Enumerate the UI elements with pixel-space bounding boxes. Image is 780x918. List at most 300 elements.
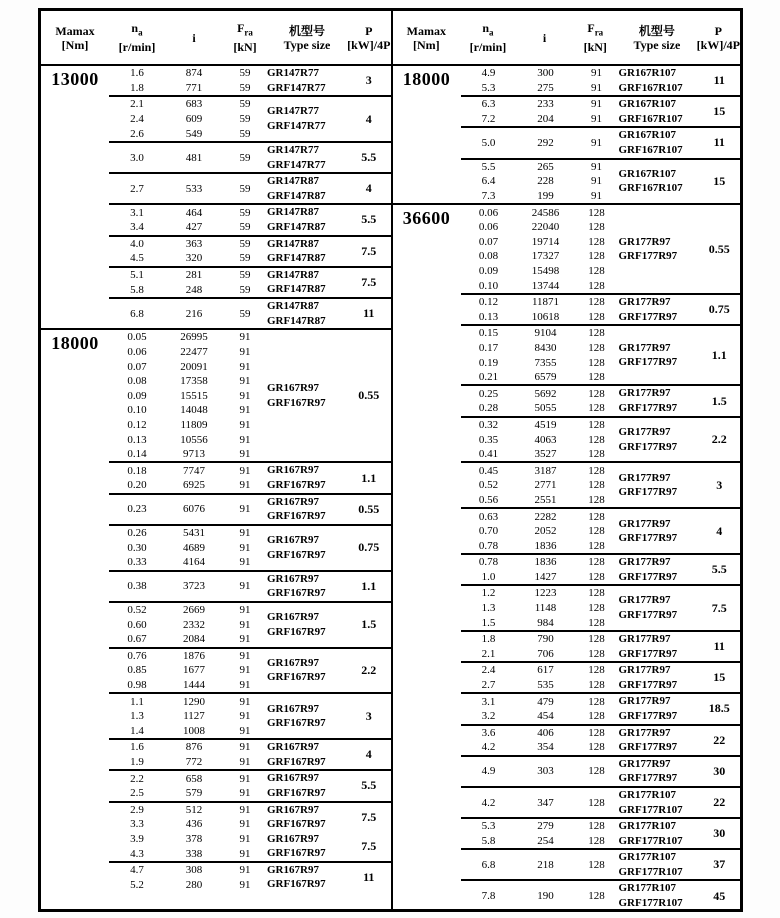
i-value: 10556 [180, 433, 208, 446]
spec-group [461, 692, 741, 723]
na-value: 3.0 [130, 151, 144, 164]
power-value: 11 [363, 869, 375, 884]
i-value: 7355 [534, 356, 557, 369]
data-rows [461, 418, 619, 462]
power-value: 11 [713, 639, 725, 654]
na-value: 4.9 [481, 67, 496, 80]
power-value: 45 [713, 888, 726, 903]
fra-value: 91 [591, 113, 602, 126]
power-value: 7.5 [361, 274, 377, 289]
i-value: 2669 [183, 604, 205, 617]
na-value: 3.4 [130, 221, 144, 234]
fra-value: 91 [239, 618, 251, 631]
na-value: 0.08 [478, 250, 499, 263]
type-sizes [267, 863, 347, 892]
i-value: 275 [537, 81, 554, 94]
type-size: GRF167R107 [618, 81, 683, 94]
data-row [461, 795, 619, 810]
spec-group [461, 324, 741, 384]
group-list [109, 330, 391, 892]
fra-value: 128 [588, 327, 605, 340]
data-row [109, 877, 267, 892]
i-value: 1444 [183, 679, 205, 692]
na-value: 0.06 [127, 345, 147, 358]
data-rows [461, 295, 619, 324]
na-value: 0.21 [478, 371, 499, 384]
data-row [109, 832, 267, 847]
power-value: 0.55 [708, 241, 730, 256]
spec-group [109, 601, 391, 647]
type-size: GRF167R97 [267, 671, 326, 684]
power-value: 1.1 [711, 347, 727, 362]
data-row [109, 181, 267, 196]
data-rows [109, 771, 267, 800]
power-value: 4 [365, 111, 372, 126]
fra-value: 59 [239, 252, 251, 265]
na-value: 0.35 [478, 433, 499, 446]
i-value: 11809 [180, 418, 208, 431]
type-size: GR177R97 [618, 517, 671, 530]
fra-value: 91 [239, 679, 251, 692]
type-size: GR177R97 [618, 471, 671, 484]
na-value: 5.1 [130, 269, 144, 282]
type-size: GR177R107 [618, 820, 676, 833]
spec-group [461, 507, 741, 553]
i-value: 15498 [531, 265, 560, 278]
data-row [109, 740, 267, 755]
type-size: GR167R107 [618, 129, 676, 142]
type-size: GR177R97 [618, 632, 671, 645]
spec-group [461, 158, 741, 204]
i-value: 199 [537, 190, 554, 203]
i-value: 4519 [534, 418, 557, 431]
fra-value: 128 [588, 341, 605, 354]
na-value: 2.2 [130, 772, 144, 785]
data-row [461, 220, 619, 235]
spec-group [109, 330, 391, 461]
data-row [461, 819, 619, 834]
data-row [109, 463, 267, 478]
power-value: 11 [713, 73, 725, 88]
fra-value: 91 [239, 556, 251, 569]
fra-value: 128 [588, 834, 605, 847]
data-row [461, 401, 619, 416]
type-size: GR167R97 [267, 495, 319, 508]
i-value: 1427 [534, 570, 557, 583]
data-row [109, 478, 267, 493]
data-row [461, 160, 619, 175]
data-row [461, 326, 619, 341]
type-sizes [267, 702, 347, 731]
na-value: 0.67 [127, 633, 147, 646]
type-sizes [267, 143, 347, 172]
mamax-section [393, 66, 741, 203]
i-value: 17327 [531, 250, 560, 263]
i-value: 233 [537, 98, 554, 111]
i-value: 5431 [183, 527, 205, 540]
na-value: 0.56 [478, 493, 499, 506]
type-size: GR177R97 [618, 757, 671, 770]
na-value: 4.0 [130, 237, 144, 250]
data-row [461, 432, 619, 447]
i-value: 2332 [183, 618, 205, 631]
data-row [109, 220, 267, 235]
spec-group [461, 416, 741, 462]
fra-value: 128 [588, 221, 605, 234]
power-value: 3 [716, 477, 723, 492]
data-row [461, 493, 619, 508]
fra-value: 91 [239, 710, 251, 723]
type-size: GRF177R107 [618, 803, 683, 816]
i-value: 984 [537, 616, 554, 629]
i-value: 772 [185, 756, 203, 769]
type-size: GRF167R97 [267, 818, 326, 831]
spec-group [109, 524, 391, 570]
i-value: 190 [537, 890, 554, 903]
type-sizes [619, 555, 699, 584]
na-value: 2.6 [130, 127, 144, 140]
i-value: 535 [537, 679, 554, 692]
data-rows [461, 764, 619, 779]
type-sizes [619, 425, 699, 454]
type-size: GR167R97 [267, 772, 319, 785]
data-row [109, 345, 267, 360]
fra-value: 128 [588, 710, 605, 723]
type-sizes [619, 850, 699, 879]
group-list [461, 205, 741, 910]
type-size: GR177R97 [618, 425, 671, 438]
type-size: GRF177R97 [618, 709, 678, 722]
type-sizes [267, 610, 347, 639]
fra-value: 91 [239, 832, 251, 845]
type-sizes [619, 726, 699, 755]
na-value: 5.2 [130, 878, 144, 891]
na-value: 1.3 [130, 710, 144, 723]
type-sizes [619, 593, 699, 622]
i-value: 3187 [534, 464, 557, 477]
na-value: 0.33 [127, 556, 147, 569]
na-value: 3.9 [130, 832, 144, 845]
i-value: 254 [537, 834, 554, 847]
i-value: 303 [537, 765, 554, 778]
na-value: 0.76 [127, 649, 147, 662]
spec-group [109, 692, 391, 738]
i-value: 579 [185, 787, 203, 800]
type-size: GRF147R87 [267, 189, 326, 202]
type-size: GR177R97 [618, 556, 671, 568]
na-value: 0.18 [127, 464, 147, 477]
na-value: 3.6 [481, 726, 496, 739]
data-rows [109, 150, 267, 165]
spec-group [109, 95, 391, 141]
fra-value: 128 [588, 387, 605, 400]
fra-value: 128 [588, 820, 605, 833]
na-value: 2.1 [481, 647, 496, 660]
type-size: GR147R77 [267, 67, 319, 79]
na-value: 0.17 [478, 341, 499, 354]
na-value: 0.98 [127, 679, 147, 692]
spec-group [461, 879, 741, 910]
spec-group [461, 630, 741, 661]
power-value: 18.5 [708, 701, 730, 716]
na-value: 0.28 [478, 402, 499, 415]
i-value: 5692 [534, 387, 557, 400]
i-value: 218 [537, 858, 554, 871]
power-value: 1.1 [361, 470, 377, 485]
i-value: 228 [537, 175, 554, 188]
power-value: 7.5 [361, 809, 377, 824]
na-value: 0.60 [127, 618, 147, 631]
i-value: 2282 [534, 510, 557, 523]
data-row [109, 237, 267, 252]
fra-value: 128 [588, 858, 605, 871]
i-value: 13744 [531, 279, 560, 292]
fra-value: 91 [591, 175, 602, 188]
i-value: 790 [537, 633, 554, 646]
data-rows [461, 386, 619, 415]
spec-group [109, 461, 391, 492]
na-value: 1.4 [130, 724, 144, 737]
type-size: GRF177R97 [618, 609, 678, 622]
type-sizes [267, 832, 347, 861]
type-sizes [619, 881, 699, 910]
type-sizes [619, 128, 699, 157]
spec-group [461, 584, 741, 630]
fra-value: 91 [239, 847, 251, 860]
spec-group [109, 647, 391, 693]
na-value: 0.78 [478, 556, 499, 569]
type-size: GRF167R97 [267, 625, 326, 638]
type-sizes [267, 66, 347, 95]
type-size: GRF167R97 [267, 479, 326, 492]
data-row [109, 803, 267, 818]
power-value: 11 [713, 135, 725, 150]
data-row [461, 418, 619, 433]
na-value: 0.26 [127, 527, 147, 540]
table-left-body [41, 66, 391, 909]
fra-value: 91 [239, 864, 251, 877]
data-row [109, 678, 267, 693]
type-size: GRF177R97 [618, 532, 678, 545]
spec-group [109, 297, 391, 328]
data-row [461, 205, 619, 220]
spec-group [109, 235, 391, 266]
i-value: 1677 [183, 664, 205, 677]
i-value: 2084 [183, 633, 205, 646]
power-value: 2.2 [711, 432, 727, 447]
spec-group [461, 661, 741, 692]
fra-value: 128 [588, 664, 605, 677]
spec-group [109, 172, 391, 203]
na-value: 5.8 [481, 834, 496, 847]
power-value: 7.5 [361, 243, 377, 258]
data-row [109, 649, 267, 664]
type-size: GRF147R77 [267, 158, 326, 171]
i-value: 771 [185, 81, 203, 94]
fra-value: 59 [239, 113, 251, 126]
fra-value: 59 [239, 237, 251, 250]
na-value: 0.78 [478, 539, 499, 552]
type-size: GRF177R97 [618, 356, 678, 369]
power-value: 1.5 [711, 393, 727, 408]
i-value: 406 [537, 726, 554, 739]
spec-group [109, 801, 391, 832]
power-value: 0.75 [708, 302, 730, 316]
data-row [461, 81, 619, 96]
fra-value: 59 [239, 127, 251, 140]
i-value: 481 [185, 151, 203, 164]
data-row [109, 126, 267, 141]
data-rows [109, 463, 267, 492]
data-rows [461, 795, 619, 810]
na-value: 0.38 [127, 580, 147, 593]
data-row [109, 863, 267, 878]
na-value: 0.63 [478, 510, 499, 523]
na-value: 1.0 [481, 570, 496, 583]
type-size: GR147R87 [267, 175, 319, 188]
na-value: 4.3 [130, 847, 144, 860]
fra-value: 91 [239, 360, 251, 373]
i-value: 1127 [183, 710, 205, 723]
na-value: 0.20 [127, 479, 147, 492]
header-type-size: 机型号 Type size [283, 23, 331, 52]
spec-group [461, 786, 741, 817]
gear-reducer-spec-table [38, 8, 743, 912]
data-row [461, 555, 619, 570]
type-sizes [619, 97, 699, 126]
spec-group [109, 203, 391, 234]
i-value: 2551 [534, 493, 557, 506]
type-size: GRF177R107 [618, 897, 683, 910]
type-size: GR167R97 [267, 382, 319, 395]
fra-value: 59 [239, 307, 251, 320]
spec-group [461, 293, 741, 324]
type-size: GR167R97 [267, 534, 319, 547]
fra-value: 128 [588, 356, 605, 369]
data-row [109, 724, 267, 739]
type-sizes [267, 104, 347, 133]
na-value: 0.09 [478, 265, 499, 278]
data-row [109, 663, 267, 678]
na-value: 0.10 [478, 279, 499, 292]
i-value: 4689 [183, 541, 205, 554]
type-sizes [267, 381, 347, 410]
na-value: 1.8 [130, 81, 144, 94]
fra-value: 128 [588, 418, 605, 431]
na-value: 6.3 [481, 98, 496, 111]
data-row [109, 817, 267, 832]
power-value: 0.75 [358, 540, 380, 555]
i-value: 1223 [534, 587, 557, 600]
na-value: 0.06 [478, 221, 499, 234]
data-row [109, 632, 267, 647]
fra-value: 91 [591, 81, 602, 94]
spec-group [461, 817, 741, 848]
power-value: 5.5 [361, 212, 377, 227]
data-row [461, 538, 619, 553]
data-row [461, 632, 619, 647]
type-size: GRF177R97 [618, 486, 678, 499]
mamax-value: 13000 [51, 69, 99, 89]
type-sizes [267, 174, 347, 203]
fra-value: 128 [588, 296, 605, 309]
i-value: 1876 [183, 649, 205, 662]
spec-group [109, 141, 391, 172]
data-row [461, 586, 619, 601]
na-value: 2.5 [130, 787, 144, 800]
spec-group [109, 738, 391, 769]
power-value: 0.55 [358, 388, 380, 403]
na-value: 0.08 [127, 375, 147, 388]
data-rows [461, 463, 619, 507]
na-value: 4.2 [481, 796, 496, 809]
data-row [461, 189, 619, 204]
power-value: 5.5 [711, 562, 727, 577]
type-size: GRF147R87 [267, 283, 326, 296]
type-sizes [619, 471, 699, 500]
data-row [461, 235, 619, 250]
data-rows [109, 603, 267, 647]
power-value: 11 [363, 306, 375, 320]
na-value: 0.32 [478, 418, 499, 431]
data-rows [109, 502, 267, 517]
na-value: 0.19 [478, 356, 499, 369]
na-value: 2.4 [481, 664, 496, 677]
data-row [109, 418, 267, 433]
i-value: 10618 [531, 310, 560, 323]
fra-value: 59 [239, 81, 251, 94]
data-rows [461, 509, 619, 553]
fra-value: 91 [239, 345, 251, 358]
i-value: 363 [185, 237, 203, 250]
na-value: 5.3 [481, 820, 496, 833]
i-value: 15515 [180, 389, 208, 402]
fra-value: 128 [588, 587, 605, 600]
fra-value: 128 [588, 556, 605, 569]
data-rows [109, 579, 267, 594]
type-size: GR177R97 [618, 726, 671, 739]
fra-value: 91 [239, 418, 251, 431]
fra-value: 128 [588, 464, 605, 477]
fra-value: 128 [588, 539, 605, 552]
type-sizes [619, 757, 699, 786]
na-value: 3.2 [481, 710, 496, 723]
type-size: GRF167R97 [267, 717, 326, 730]
data-row [461, 509, 619, 524]
type-sizes [267, 656, 347, 685]
data-row [461, 678, 619, 693]
type-sizes [619, 341, 699, 370]
fra-value: 59 [239, 269, 251, 282]
data-rows [109, 526, 267, 570]
type-sizes [619, 235, 699, 264]
type-size: GRF177R97 [618, 678, 678, 691]
data-rows [461, 66, 619, 95]
na-value: 2.7 [130, 182, 144, 195]
data-rows [109, 863, 267, 892]
power-value: 5.5 [361, 778, 377, 793]
i-value: 464 [185, 206, 203, 219]
type-size: GR177R97 [618, 295, 671, 308]
i-value: 454 [537, 710, 554, 723]
header-na: $n_a$ [r/min] [469, 21, 507, 54]
data-row [461, 615, 619, 630]
fra-value: 128 [588, 402, 605, 415]
na-value: 0.09 [127, 389, 147, 402]
power-value: 7.5 [711, 600, 727, 615]
data-rows [109, 66, 267, 95]
i-value: 658 [185, 772, 203, 785]
